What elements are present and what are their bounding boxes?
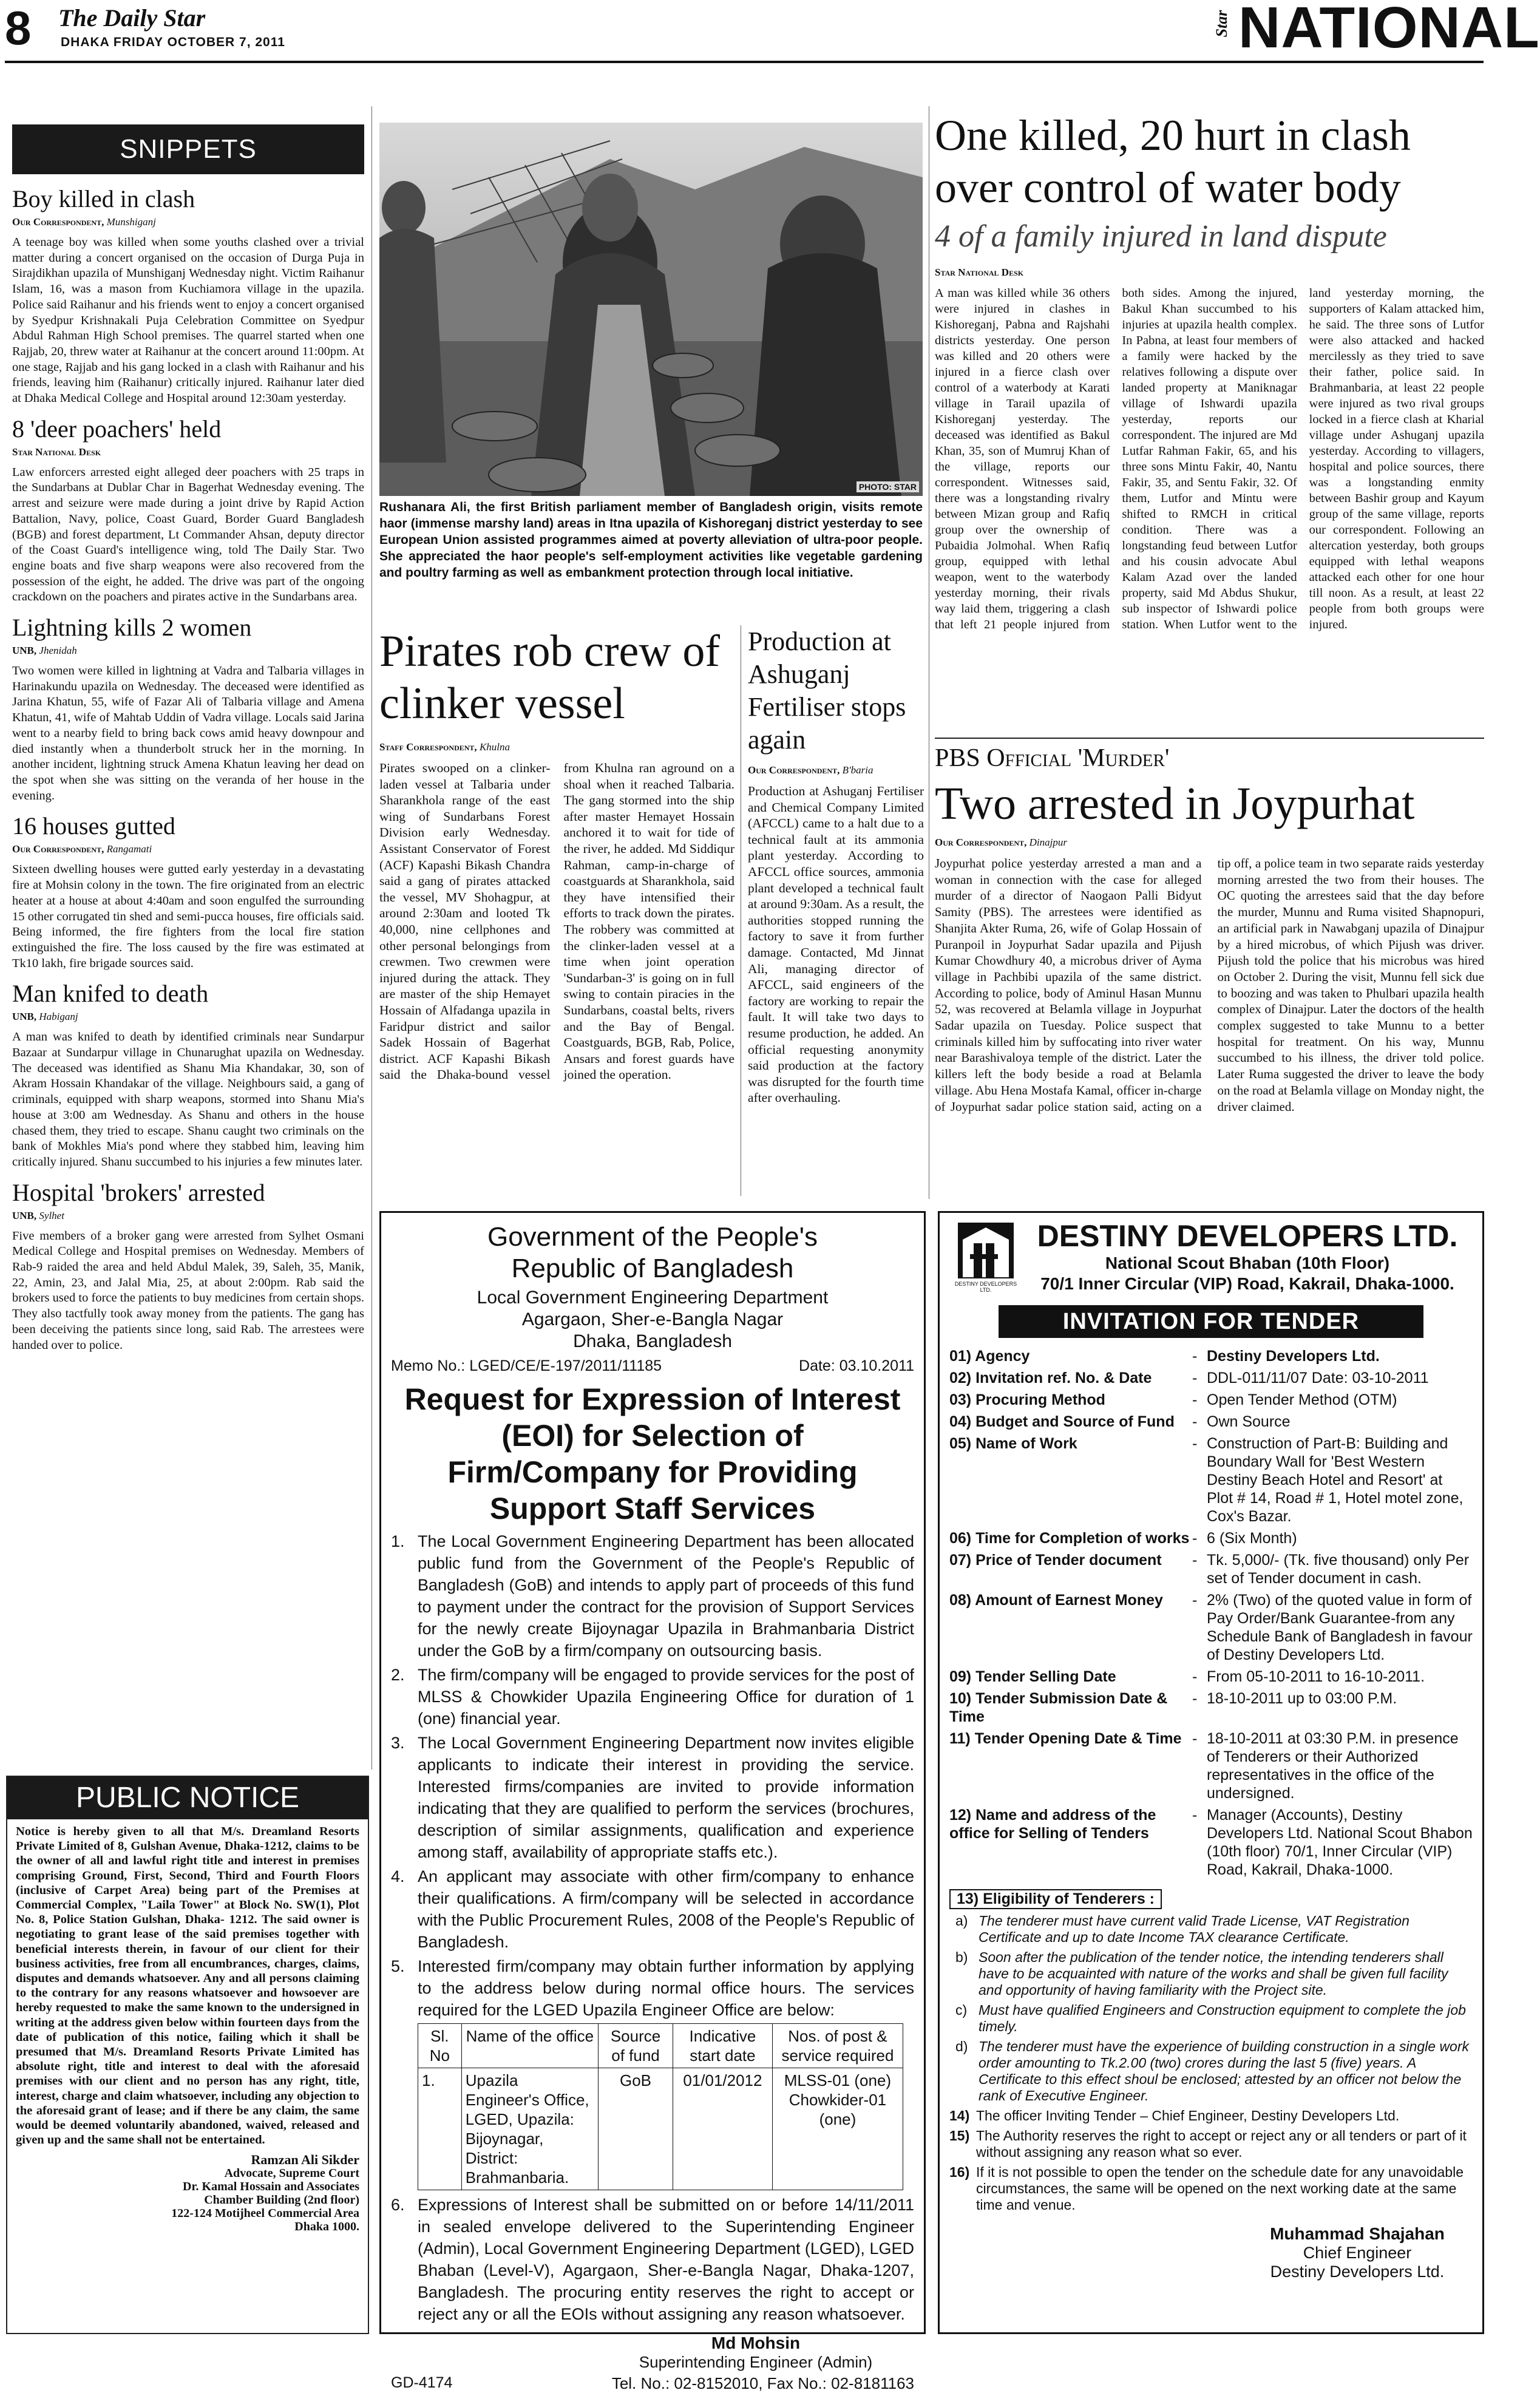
table-cell: 01/01/2012: [673, 2068, 772, 2190]
snippet-byline: [12, 644, 364, 657]
paper-name: The Daily Star: [58, 4, 206, 32]
tender-elig-letter: a): [955, 1913, 968, 1929]
snippet-headline: Lightning kills 2 women: [12, 614, 252, 642]
eoi-signer-title: Superintending Engineer (Admin): [639, 2353, 873, 2371]
page-number: 8: [5, 1, 32, 55]
eoi-tel: Tel. No.: 02-8152010, Fax No.: 02-8181163: [611, 2374, 914, 2392]
sig-line: Advocate, Supreme Court: [224, 2167, 359, 2181]
clash-subhead: 4 of a family injured in land dispute: [935, 219, 1387, 254]
tender-row: [949, 1433, 1473, 1527]
tender-note-number: 16): [949, 2164, 970, 2180]
tender-elig-text: Soon after the publication of the tender notice, the intending tenderers shall have to be acquainted with nature of the works and shall be given full facility and opportunity of having familiarity with the Project site.: [979, 1949, 1448, 1998]
tender-row: [949, 1527, 1473, 1549]
tender-elig-text: Must have qualified Engineers and Construction equipment to complete the job timely.: [979, 2002, 1466, 2034]
byline: Our Correspondent,: [12, 216, 104, 228]
tender-elig-list: [949, 1913, 1473, 2104]
tender-elig-text: The tenderer must have the experience of building construction in a single work order amounting to Tk.2.00 (two) crores during the last 5 (five) years. A Certificate to this effect shoul be enclosed; attested by an officer not below the rank of Executive Engineer.: [979, 2038, 1470, 2103]
eoi-footer: [391, 2374, 914, 2393]
eoi-item: [391, 1530, 914, 1662]
snippet-headline: Hospital 'brokers' arrested: [12, 1178, 265, 1206]
pbs-byline: [935, 836, 1484, 849]
public-notice-signature: [7, 2147, 368, 2233]
tender-row-value: Tk. 5,000/- (Tk. five thousand) only Per set of Tender document in cash.: [1207, 1552, 1470, 1587]
tender-row-sep: -: [1192, 1668, 1198, 1685]
tender-row-value: DDL-011/11/07 Date: 03-10-2011: [1207, 1370, 1429, 1387]
snippet: [12, 614, 364, 804]
ashuganj-headline: Production at Ashuganj Fertiliser stops again: [748, 626, 906, 755]
pbs-headline: Two arrested in Joypurhat: [935, 778, 1415, 829]
eoi-item-text: Expressions of Interest shall be submitted on or before 14/11/2011 in sealed envelope delivered to the Superintending Engineer (Admin), Local Government Engineering Department (LGED), LGED Bhaban (Level-V), Agargaon, Sher-e-Bangla Nagar, Dhaka-1207, Bangladesh. The procuring entity reserves the right to accept or reject any or all the EOIs without assigning any reason whatsoever.: [418, 2196, 914, 2323]
table-header-cell: Nos. of post & service required: [772, 2024, 903, 2068]
eoi-item-number: 3.: [391, 1734, 405, 1752]
dateline-place: Khulna: [479, 741, 510, 753]
tender-elig-letter: c): [955, 2002, 968, 2018]
clash-byline: [935, 266, 1484, 279]
tender-row-sep: -: [1192, 1690, 1198, 1707]
tender-notes: [949, 2108, 1473, 2213]
snippet-byline: [12, 843, 364, 856]
tender-company: DESTINY DEVELOPERS LTD.: [1037, 1219, 1458, 1253]
snippet-headline: Boy killed in clash: [12, 185, 195, 212]
tender-note: [949, 2128, 1473, 2160]
pirates-headline: Pirates rob crew of clinker vessel: [379, 626, 720, 728]
eoi-ad: [379, 1211, 926, 2392]
snippet-body: Law enforcers arrested eight alleged deer poachers with 25 traps in the Sundarbans at Dublar Char in Bagerhat Wednesday evening. The arrest and seizure were made during a joint drive by Rapid Action Battalion, Navy, police, Coast Guard, Border Guard Bangladesh (BGB) and forest department, Lt Commander Ahsan, deputy director of the Coast Guard's intelligence wing, told The Daily Star. Two engine boats and five sharp weapons were also recovered from the possession of the eight, he added. The drive was part of the ongoing crackdown on the poachers and pirates active in the Sundarbans area.: [12, 465, 364, 604]
snippet-byline: [12, 446, 364, 459]
tender-row-key: 04) Budget and Source of Fund: [949, 1413, 1175, 1430]
tender-row-key: 02) Invitation ref. No. & Date: [949, 1370, 1152, 1387]
dateline-place: Habiganj: [39, 1011, 78, 1023]
dateline-place: Sylhet: [39, 1209, 64, 1221]
tender-row: [949, 1666, 1473, 1688]
sig-line: Dhaka 1000.: [294, 2220, 359, 2234]
tender-row: [949, 1589, 1473, 1666]
eoi-memo-row: [391, 1357, 914, 1375]
snippet-body: A man was knifed to death by identified criminals near Sundarpur Bazaar at Sundarpur village in Chunarughat upazila on Wednesday. The deceased was identified as Shanu Mia Khandakar, 30, son of Akram Hossain Khandakar of the village. Neighbours said, a gang of criminals, equipped with sharp weapons, stormed into Shanu Mia's house at 3:00 am Wednesday. As Shanu and others in the house chased them, they tried to escape. Shanu caught two criminals on the bank of Mokhles Mia's pond where they stabbed him, leaving him critically injured. Shanu succumbed to his injuries a few minutes later.: [12, 1030, 364, 1169]
photo-credit: PHOTO: STAR: [856, 481, 919, 492]
tender-row-key: 05) Name of Work: [949, 1435, 1077, 1452]
clash-story: [935, 109, 1484, 735]
public-notice-body: Notice is hereby given to all that M/s. Dreamland Resorts Private Limited of 8, Gulshan Avenue, Dhaka-1212, claims to be the owner of all and lawful right title and interest in premises comprising Ground, First, Second, Third and Fourth Floors (inclusive of Carpet Area) being part of the Premises at Commercial Complex, "Laila Tower" at Block No. SW(1), Plot No. 8, Police Station Gulshan, Dhaka- 1212. The said owner is negotiating to grant lease of the said premises together with beneficial interests therein, in favour of our client for their business activities, free from all encumbrances, charges, claims, disputes and demands whatsoever. Any and all persons claiming to the contrary for any reasons whatsoever and howsoever are hereby requested to make the same known to the undersigned in writing at the address given below within fourteen days from the date of publication of this notice, failing which it shall be presumed that M/s. Dreamland Resorts Private Limited has absolute right, title and interest to deal with the aforesaid premises with our client and no person has any right, title, interest, charge and claim whatsoever, including any objection to the aforesaid grant of lease; and if there be any claim, the same would be deemed voluntarily abandoned, waived, released and given up and the same shall not be entertained.: [16, 1825, 360, 2147]
tender-ad: [938, 1211, 1484, 2334]
tender-row-sep: -: [1192, 1413, 1198, 1430]
sig-line: Dr. Kamal Hossain and Associates: [183, 2180, 359, 2194]
section-title: NATIONAL: [1238, 0, 1540, 60]
eoi-item: [391, 1664, 914, 1729]
clash-headline: One killed, 20 hurt in clash over control of water body: [935, 111, 1411, 212]
tender-row-key: 08) Amount of Earnest Money: [949, 1592, 1163, 1609]
tender-elig-letter: d): [955, 2038, 968, 2054]
tender-row-key: 07) Price of Tender document: [949, 1552, 1162, 1569]
snippet-headline: 8 'deer poachers' held: [12, 415, 222, 443]
dateline-place: Munshiganj: [106, 216, 156, 228]
snippet: [12, 1179, 364, 1354]
tender-elig-item: [949, 2002, 1473, 2035]
tender-row-sep: -: [1192, 1348, 1198, 1365]
tender-row-value: 2% (Two) of the quoted value in form of Pay Order/Bank Guarantee-from any Schedule Bank of Bangladesh in favour of Destiny Developers Ltd.: [1207, 1592, 1473, 1663]
ashuganj-story: [748, 625, 924, 1196]
eoi-addr2: Dhaka, Bangladesh: [573, 1331, 732, 1351]
section-rule: [935, 738, 1484, 739]
masthead-rule: [5, 61, 1484, 63]
tender-company-block: [1022, 1219, 1473, 1294]
tender-row-value: From 05-10-2011 to 16-10-2011.: [1207, 1668, 1425, 1685]
tender-row-key: 01) Agency: [949, 1348, 1030, 1365]
eoi-item-6: [391, 2194, 914, 2325]
public-notice: [6, 1776, 369, 2334]
pirates-story: [379, 625, 734, 1196]
eoi-dept: Local Government Engineering Department: [477, 1288, 829, 1308]
tender-row: [949, 1549, 1473, 1589]
eoi-title: Request for Expression of Interest (EOI) for Selection of Firm/Company for Providing Support Staff Services: [404, 1382, 901, 1526]
dateline-place: B'baria: [842, 764, 873, 776]
section-logo: Star: [1213, 10, 1230, 38]
tender-row-sep: -: [1192, 1391, 1198, 1408]
table-cell: MLSS-01 (one) Chowkider-01 (one): [772, 2068, 903, 2190]
eoi-item: [391, 1955, 914, 2021]
eoi-date: Date: 03.10.2011: [799, 1357, 914, 1374]
tender-elig-item: [949, 1913, 1473, 1946]
ashuganj-body: Production at Ashuganj Fertiliser and Chemical Company Limited (AFCCL) came to a halt due to a technical fault at its ammonia plant yesterday. According to AFCCL office sources, ammonia plant developed a technical fault at around 9:30am. As a result, the authorities stopped running the factory to save it from further damage. Contacted, Md Jinnat Ali, managing director of AFCCL, said engineers of the factory are working to repair the fault. It will take two days to resume production, he added. An official requesting anonymity said production at the factory was disrupted for the fourth time after overhauling.: [748, 784, 924, 1105]
tender-row-sep: -: [1192, 1552, 1198, 1569]
snippet: [12, 812, 364, 971]
pbs-kicker: PBS Official 'Murder': [935, 744, 1170, 772]
tender-row-sep: -: [1192, 1530, 1198, 1547]
snippet-body: A teenage boy was killed when some youths clashed over a trivial matter during a concert organised on the occasion of Durga Puja in Sirajdikhan upazila of Munshiganj Wednesday night. Victim Raihanur Islam, 16, was a mason from Kuchiamora village in the upazila. Police said Raihanur and his friends went to enjoy a concert organised by Syedpur Krishnakali Puja Celebration Committee on Syedpur Abdul Rahman High School premises. The quarrel started when one Rajjab, 20, threw water at Raihanur at the concert around 11:00pm. At one stage, Rajjab and his gang locked in a clash with Raihanur and his friends, leaving him (Raihanur) critically injured. Raihanur later died at Dhaka Medical College and Hospital around 12:30am yesterday.: [12, 236, 364, 406]
eoi-addr1: Agargaon, Sher-e-Bangla Nagar: [521, 1309, 784, 1329]
tender-row-sep: -: [1192, 1435, 1198, 1452]
tender-note-number: 14): [949, 2108, 970, 2123]
logo-caption: DESTINY DEVELOPERS LTD.: [954, 1281, 1017, 1293]
tender-row-sep: -: [1192, 1592, 1198, 1609]
ashuganj-byline: [748, 764, 924, 777]
snippet-headline: Man knifed to death: [12, 980, 209, 1008]
eoi-code: GD-4174: [391, 2374, 453, 2391]
tender-elig-text: The tenderer must have current valid Trade License, VAT Registration Certificate and up to date Income TAX clearance Certificate.: [979, 1913, 1409, 1945]
tender-addr2: 70/1 Inner Circular (VIP) Road, Kakrail, Dhaka-1000.: [1040, 1274, 1454, 1293]
tender-note: [949, 2164, 1473, 2213]
tender-signer: Muhammad Shajahan: [1270, 2224, 1445, 2243]
tender-note: [949, 2108, 1473, 2124]
snippet-body: Five members of a broker gang were arrested from Sylhet Osmani Medical College and Hospital premises on Wednesday. Members of Rab-9 raided the area and held Abdul Malek, 39, Saleh, 35, Manik, 22, Amin, 23, and Jalal Mia, 25, at about 2:00pm. Rab said the brokers used to force the patients to buy medicines from certain shops. They also tactfully took away money from the patients. The gang has been deceiving the patients since long, said Rab. The arrestees were handed over to police.: [12, 1229, 364, 1352]
tender-row-value: Manager (Accounts), Destiny Developers Ltd. National Scout Bhabon (10th floor) 70/1, Inner Circular (VIP) Road, Kakrail, Dhaka-1000.: [1207, 1807, 1473, 1878]
eoi-item-number: 6.: [391, 2196, 405, 2214]
snippet-body: Sixteen dwelling houses were gutted early yesterday in a devastating fire at Mohsin colony in the town. The fire originated from an electric heater at a house at about 4:40am and soon engulfed the surrounding 15 other corrugated tin shed and semi-pucca houses, fire officials said. Being informed, the fire fighters from the local fire station extinguished the fire. The loss caused by the fire was estimated at Tk10 lakh, fire brigade sources said.: [12, 863, 364, 970]
tender-elig-item: [949, 1949, 1473, 1998]
table-cell: Upazila Engineer's Office, LGED, Upazila: Bijoynagar, District: Brahmanbaria.: [461, 2068, 598, 2190]
table-header-cell: Source of fund: [599, 2024, 673, 2068]
eoi-item-text: An applicant may associate with other firm/company to enhance their qualifications. A firm/company will be selected in accordance with the Public Procurement Rules, 2008 of the People's Republic of Bangladesh.: [418, 1867, 914, 1951]
destiny-logo: [949, 1219, 1022, 1292]
tender-signature: [949, 2224, 1473, 2281]
tender-signer-org: Destiny Developers Ltd.: [1270, 2262, 1445, 2281]
tender-row-key: 12) Name and address of the office for Selling of Tenders: [949, 1807, 1156, 1842]
tender-note-text: The officer Inviting Tender – Chief Engineer, Destiny Developers Ltd.: [976, 2108, 1400, 2123]
tender-row-value: Own Source: [1207, 1413, 1291, 1430]
table-cell: 1.: [418, 2068, 462, 2190]
tender-row: [949, 1367, 1473, 1389]
eoi-item-number: 4.: [391, 1867, 405, 1886]
byline: Our Correspondent,: [12, 843, 104, 855]
eoi-signer: Md Mohsin: [711, 2334, 801, 2352]
column-rule: [371, 106, 372, 1770]
tender-row-sep: -: [1192, 1730, 1198, 1747]
eoi-item-number: 2.: [391, 1666, 405, 1684]
snippets-list: [12, 185, 364, 1353]
snippet-byline: [12, 1209, 364, 1223]
byline: UNB,: [12, 1209, 37, 1221]
tender-row-key: 10) Tender Submission Date & Time: [949, 1690, 1168, 1725]
sig-line: Chamber Building (2nd floor): [204, 2193, 359, 2207]
pirates-byline: [379, 741, 734, 754]
snippet-byline: [12, 216, 364, 229]
pirates-body: Pirates swooped on a clinker-laden vessel at Talbaria under Sharankhola range of the east wing of Sundarbans Forest Division early Wednesday. Assistant Conservator of Forest (ACF) Kapashi Bikash Chandra said a gang of pirates attacked the vessel, MV Shohagpur, at around 2:30am and looted Tk 40,000, nine cellphones and other personal belongings from crewmen. Two crewmen were injured during the attack. They are master of the ship Hemayet Hossain of Alfadanga upazila in Faridpur district and sailor Sadek Hossain of Bagerhat district. ACF Kapashi Bikash said the Dhaka-bound vessel from Khulna ran aground on a shoal when it reached Talbaria. The gang stormed into the ship after master Hemayet Hossain anchored it to wait for tide of the river, he added. Md Siddiqur Rahman, camp-in-charge of coastguards at Sharankhola, said they have intensified their efforts to track down the pirates. The robbery was committed at the clinker-laden vessel at a time when joint operation 'Sundarban-3' is going on in full swing to contain piracies in the Sundarbans, coastal belts, rivers and the Bay of Bengal. Coastguards, BGB, Rab, Police, Ansars and forest guards have joined the operation.: [379, 761, 734, 1082]
tender-elig-head: 13) Eligibility of Tenderers :: [949, 1889, 1162, 1909]
tender-row-key: 03) Procuring Method: [949, 1391, 1105, 1408]
table-header-cell: Name of the office: [461, 2024, 598, 2068]
tender-elig-item: [949, 2038, 1473, 2104]
snippet-body: Two women were killed in lightning at Vadra and Talbaria villages in Harinakundu upazila on Wednesday. The deceased were identified as Jarina Khatun, 55, wife of Fazar Ali of Talbaria village and Amena Khatun, 41, wife of Mahtab Uddin of Vadra village. Locals said Jarina went to a nearby field to bring back cows amid heavy downpour and died instantly when a thunderbolt struck her in the morning. In another incident, lightning struck Amena Khatun leaving her dead on the spot when she was sitting on the veranda of her house in the evening.: [12, 664, 364, 803]
snippet-headline: 16 houses gutted: [12, 812, 175, 840]
eoi-table-row: [418, 2068, 903, 2190]
table-header-cell: Sl. No: [418, 2024, 462, 2068]
tender-signer-title: Chief Engineer: [1303, 2244, 1412, 2262]
tender-note-text: The Authority reserves the right to accept or reject any or all tenders or part of it without assigning any reason what so ever.: [976, 2128, 1467, 2160]
eoi-table: [418, 2023, 903, 2190]
tender-row-sep: -: [1192, 1370, 1198, 1387]
eoi-item-number: 5.: [391, 1957, 405, 1975]
eoi-item: [391, 1865, 914, 1953]
tender-header: [949, 1219, 1473, 1294]
tender-row: [949, 1688, 1473, 1728]
tender-row-sep: -: [1192, 1807, 1198, 1824]
byline: UNB,: [12, 645, 37, 657]
byline: Staff Correspondent,: [379, 741, 477, 753]
dateline-place: Dinajpur: [1029, 837, 1067, 848]
eoi-item: [391, 1732, 914, 1863]
tender-row-value: Open Tender Method (OTM): [1207, 1391, 1397, 1408]
tender-table: [949, 1345, 1473, 1881]
byline: UNB,: [12, 1011, 37, 1023]
tender-row-value: 18-10-2011 up to 03:00 P.M.: [1207, 1690, 1397, 1707]
table-cell: GoB: [599, 2068, 673, 2190]
eoi-items: [391, 1530, 914, 2021]
pbs-body: Joypurhat police yesterday arrested a man and a woman in connection with the case for alleged murder of a director of Naogaon Palli Bidyut Samity (PBS). The arrestees were identified as Shanjita Akter Ruma, 26, wife of Golap Hossain of Puranpoil in Joypurhat Sadar upazila and Pijush Kumar Chowdhury 40, a microbus driver of Ayma village in Pachbibi upazila of the same district. According to police, body of Aminul Hasan Munnu 52, was recovered at Belamla village in Joypurhat Sadar upazila on Tuesday. Police suspect that criminals killed him by suffocating into river water near Barashivaloya temple of the district. Later the killers left the body beside a road at Belamla village. Abu Hena Mostafa Kamal, officer in-charge of Joypurhat sadar police station said, acting on a tip off, a police team in two separate raids yesterday morning arrested the two from their houses. The OC quoting the arrestees said that the day before the murder, Munnu and Ruma visited Shapnopuri, an artificial park in Nawabganj upazila of Dinajpur by a hired microbus, of which Pijush was driver. Pijush told the police that his microbus was hired on October 2. During the visit, Munnu fell sick due to boozing and was taken to Phulbari upazila health complex of Dinajpur. Later the doctors of the health complex suggested to take Munnu to a better hospital for treatment. On his way, Munnu succumbed to his illness, the driver told police. Later Ruma suggested the driver to leave the body on the road at Belamla village on Monday night, the driver claimed.: [935, 856, 1484, 1114]
byline: Star National Desk: [12, 446, 101, 458]
photo-illustration: [379, 123, 923, 496]
tender-addr1: National Scout Bhaban (10th Floor): [1105, 1254, 1390, 1272]
public-notice-banner: PUBLIC NOTICE: [7, 1777, 368, 1819]
tender-row-value: Destiny Developers Ltd.: [1207, 1348, 1380, 1365]
snippet: [12, 185, 364, 407]
tender-row: [949, 1411, 1473, 1433]
eoi-table-header: [418, 2024, 903, 2068]
snippet-byline: [12, 1010, 364, 1023]
snippets-banner: SNIPPETS: [12, 124, 364, 174]
tender-banner: INVITATION FOR TENDER: [999, 1305, 1423, 1338]
byline: Star National Desk: [935, 266, 1024, 278]
tender-row-key: 06) Time for Completion of works: [949, 1530, 1190, 1547]
dateline: DHAKA FRIDAY OCTOBER 7, 2011: [61, 35, 285, 49]
tender-note-number: 15): [949, 2128, 970, 2144]
eoi-item-number: 1.: [391, 1532, 405, 1550]
eoi-item-text: The Local Government Engineering Department now invites eligible applicants to indicate their interest in providing the service. Interested firms/companies are invited to provide information indicating that they are qualified to perform the services (brochures, description of similar assignments, qualification and experience among staff, availability of appropriate staffs etc.).: [418, 1734, 914, 1861]
tender-row-value: Construction of Part-B: Building and Boundary Wall for 'Best Western Destiny Beach Hotel and Resort' at Plot # 14, Road # 1, Hotel motel zone, Cox's Bazar.: [1207, 1435, 1464, 1525]
tender-elig-letter: b): [955, 1949, 968, 1965]
eoi-govt: Government of the People's Republic of Bangladesh: [487, 1222, 818, 1283]
dateline-place: Jhenidah: [39, 645, 77, 657]
tender-row-value: 18-10-2011 at 03:30 P.M. in presence of Tenderers or their Authorized representatives in the office of the undersigned.: [1207, 1730, 1459, 1802]
sig-line: 122-124 Motijheel Commercial Area: [171, 2207, 359, 2221]
tender-row-value: 6 (Six Month): [1207, 1530, 1297, 1547]
byline: Our Correspondent,: [748, 764, 840, 776]
tender-row-key: 09) Tender Selling Date: [949, 1668, 1116, 1685]
eoi-memo: Memo No.: LGED/CE/E-197/2011/11185: [391, 1357, 662, 1374]
tender-row: [949, 1389, 1473, 1411]
tender-note-text: If it is not possible to open the tender on the schedule date for any unavoidable circumstances, the same will be opened on the next working date at the same time and venue.: [976, 2164, 1464, 2213]
public-notice-sig-lines: [7, 2167, 359, 2233]
pbs-story: [935, 744, 1484, 1196]
eoi-item-text: Interested firm/company may obtain further information by applying to the address below during normal office hours. The services required for the LGED Upazila Engineer Office are below:: [418, 1957, 914, 2019]
dateline-place: Rangamati: [106, 843, 152, 855]
tender-row: [949, 1804, 1473, 1881]
snippet: [12, 415, 364, 605]
eoi-item-text: The firm/company will be engaged to provide services for the post of MLSS & Chowkider Upazila Engineering Office for duration of 1 (one) financial year.: [418, 1666, 914, 1728]
tender-row: [949, 1728, 1473, 1804]
tender-row: [949, 1345, 1473, 1367]
masthead: [0, 0, 1540, 61]
clash-body: A man was killed while 36 others were injured in clashes in Kishoreganj, Pabna and Rajshahi districts yesterday. One person was killed and 20 others were injured in a fierce clash over control of a waterbody at Karati village in Tarail upazila of Kishoreganj yesterday. The deceased was identified as Bakul Khan, 35, son of Mumruj Khan of the village, reports our correspondent. Witnesses said, there was a longstanding rivalry between Mizan group and Rafiq group over the ownership of Pubaidia Jolmohal. When Rafiq group, equipped with lethal weapon, went to the waterbody yesterday morning, their rivals way laid them, triggering a clash that left 21 people injured from both sides. Among the injured, Bakul Khan succumbed to his injuries at upazila health complex. In Pabna, at least four members of a family were hacked by the relatives following a dispute over landed property at Maniknagar village of Ishwardi upazila yesterday, reports our correspondent. The injured are Md Lutfar Rahman Fakir, 65, and his three sons Mintu Fakir, 40, Nantu Fakir, 35, and Sentu Fakir, 32. Of them, Lutfor and Mintu were shifted to RMCH in critical condition. There was a longstanding feud between Lutfor and his cousin advocate Abul Kalam Azad over the landed property, said Md Abdus Shukur, sub inspector of Ishwardi police station. When Lutfor went to the land yesterday morning, the supporters of Kalam attacked him, he said. The three sons of Lutfor were also attacked and hacked mercilessly as they tried to save their father, police said. In Brahmanbaria, at least 22 people were injured as two rival groups locked in a fierce clash at Kharial village under Ashuganj upazila yesterday. According to villagers, hospital and police sources, there was a longstanding enmity between Bashir group and Kayum group of the same village, reports our correspondent. Following an altercation yesterday, both groups equipped with lethal weapons attacked each other for one hour till noon. As a result, at least 22 people from both groups were injured.: [935, 287, 1484, 631]
photo-caption: Rushanara Ali, the first British parliament member of Bangladesh origin, visits remote haor (immense marshy land) areas in Itna upazila of Kishoreganj district yesterday to see European Union assisted programmes aimed at poverty alleviation of ultra-poor people. She appreciated the haor people's self-employment activities like vegetable gardening and poultry farming as well as embankment protection through local initiative.: [379, 500, 923, 580]
table-header-cell: Indicative start date: [673, 2024, 772, 2068]
snippets-column: [12, 124, 364, 1763]
byline: Our Correspondent,: [935, 837, 1027, 848]
lead-photo: [379, 123, 923, 496]
tender-row-key: 11) Tender Opening Date & Time: [949, 1730, 1182, 1747]
snippet: [12, 980, 364, 1170]
eoi-item-text: The Local Government Engineering Department has been allocated public fund from the Government of the People's Republic of Bangladesh (GoB) and intends to apply part of proceeds of this fund to payment under the contract for the provision of Support Services for the newly create Bijoynagar Upazila in Brahmanbaria District under the GoB by a firm/company on outsourcing basis.: [418, 1532, 914, 1660]
public-notice-signer: Ramzan Ali Sikder: [251, 2152, 359, 2168]
